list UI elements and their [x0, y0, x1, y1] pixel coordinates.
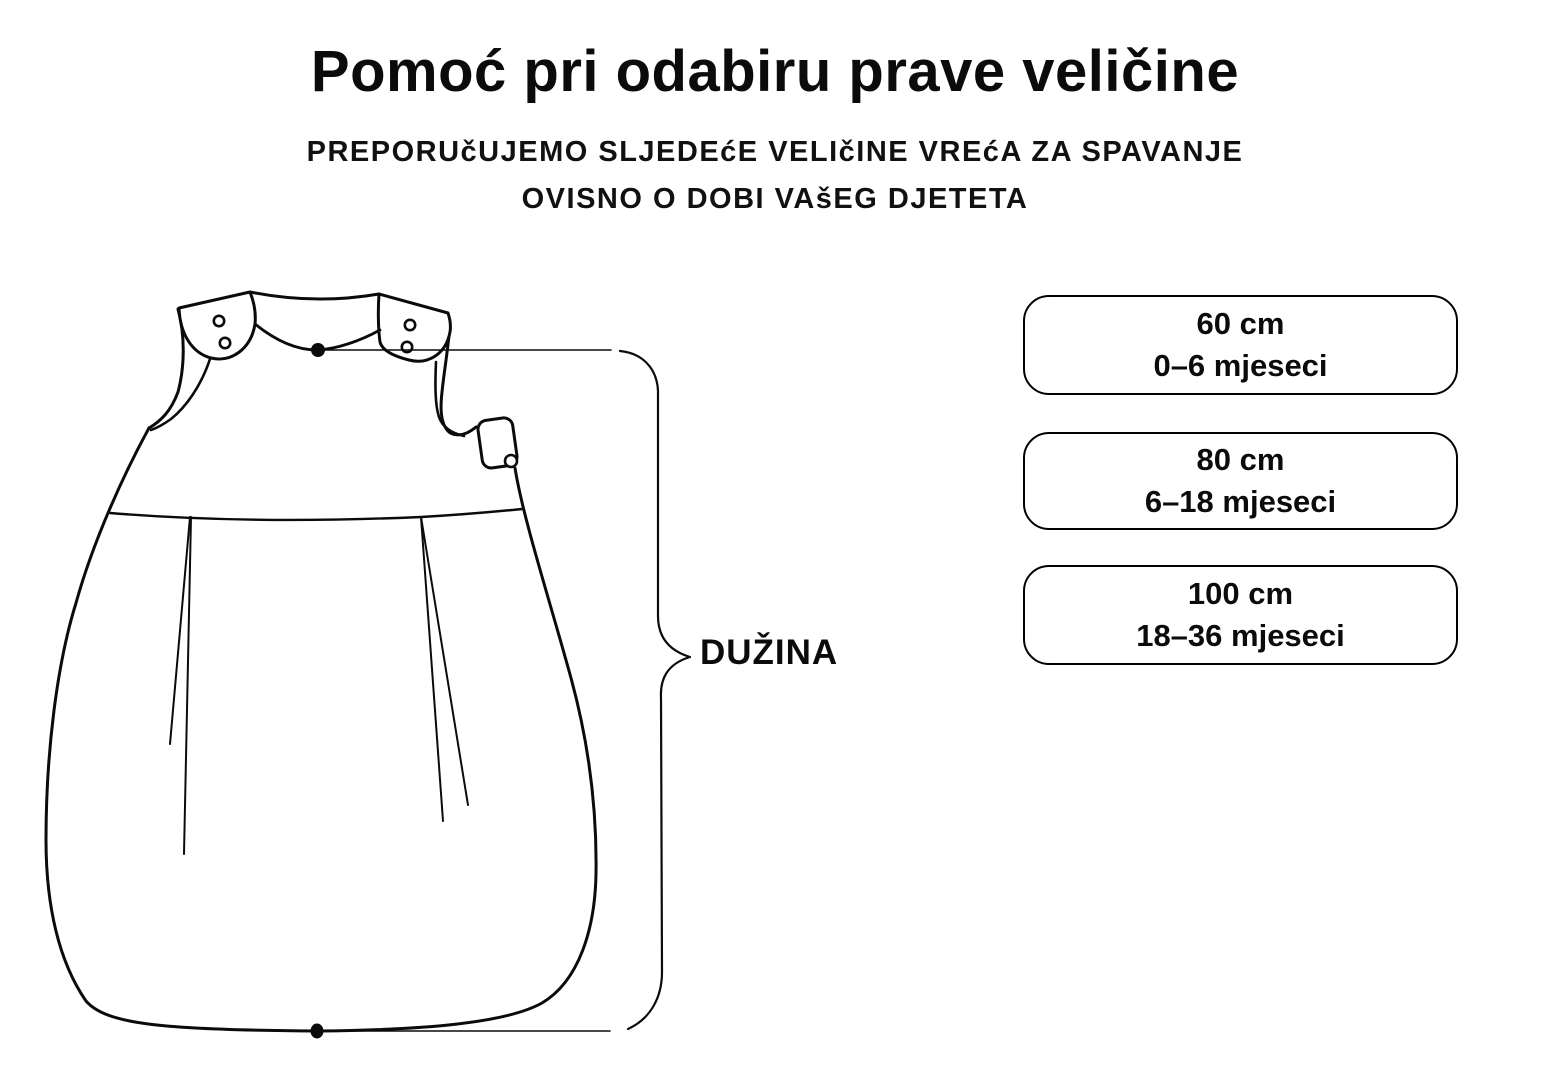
size-option-card-100cm	[1023, 565, 1458, 665]
size-option-card-80cm	[1023, 432, 1458, 530]
subtitle-line-2: OVISNO O DOBI VAšEG DJETETA	[521, 183, 1029, 215]
size-option-card-60cm	[1023, 295, 1458, 395]
bag-body-outline	[46, 428, 596, 1031]
chest-seam	[110, 509, 522, 520]
sleeping-bag-line-drawing	[0, 0, 700, 1080]
measurement-brace	[620, 351, 690, 1029]
size-age-range: 18–36 mjeseci	[1136, 618, 1345, 653]
size-age-range: 6–18 mjeseci	[1144, 484, 1337, 519]
page-title: Pomoć pri odabiru prave veličine	[310, 39, 1240, 104]
neck-point-dot	[311, 343, 325, 357]
measurement-point-dots	[311, 343, 326, 1039]
size-length: 100 cm	[1187, 576, 1294, 611]
top-back-edge	[250, 292, 379, 299]
pleat-lines	[170, 517, 468, 854]
bottom-point-dot	[311, 1024, 324, 1039]
size-length: 80 cm	[1196, 442, 1285, 477]
size-length: 60 cm	[1196, 306, 1285, 341]
subtitle-line-1: PREPORUčUJEMO SLJEDEćE VELIčINE VREćA ZA SPAVANJE	[306, 136, 1244, 168]
zipper-pull	[477, 417, 518, 469]
size-age-range: 0–6 mjeseci	[1153, 348, 1328, 383]
length-dimension-label: DUŽINA	[700, 633, 839, 672]
